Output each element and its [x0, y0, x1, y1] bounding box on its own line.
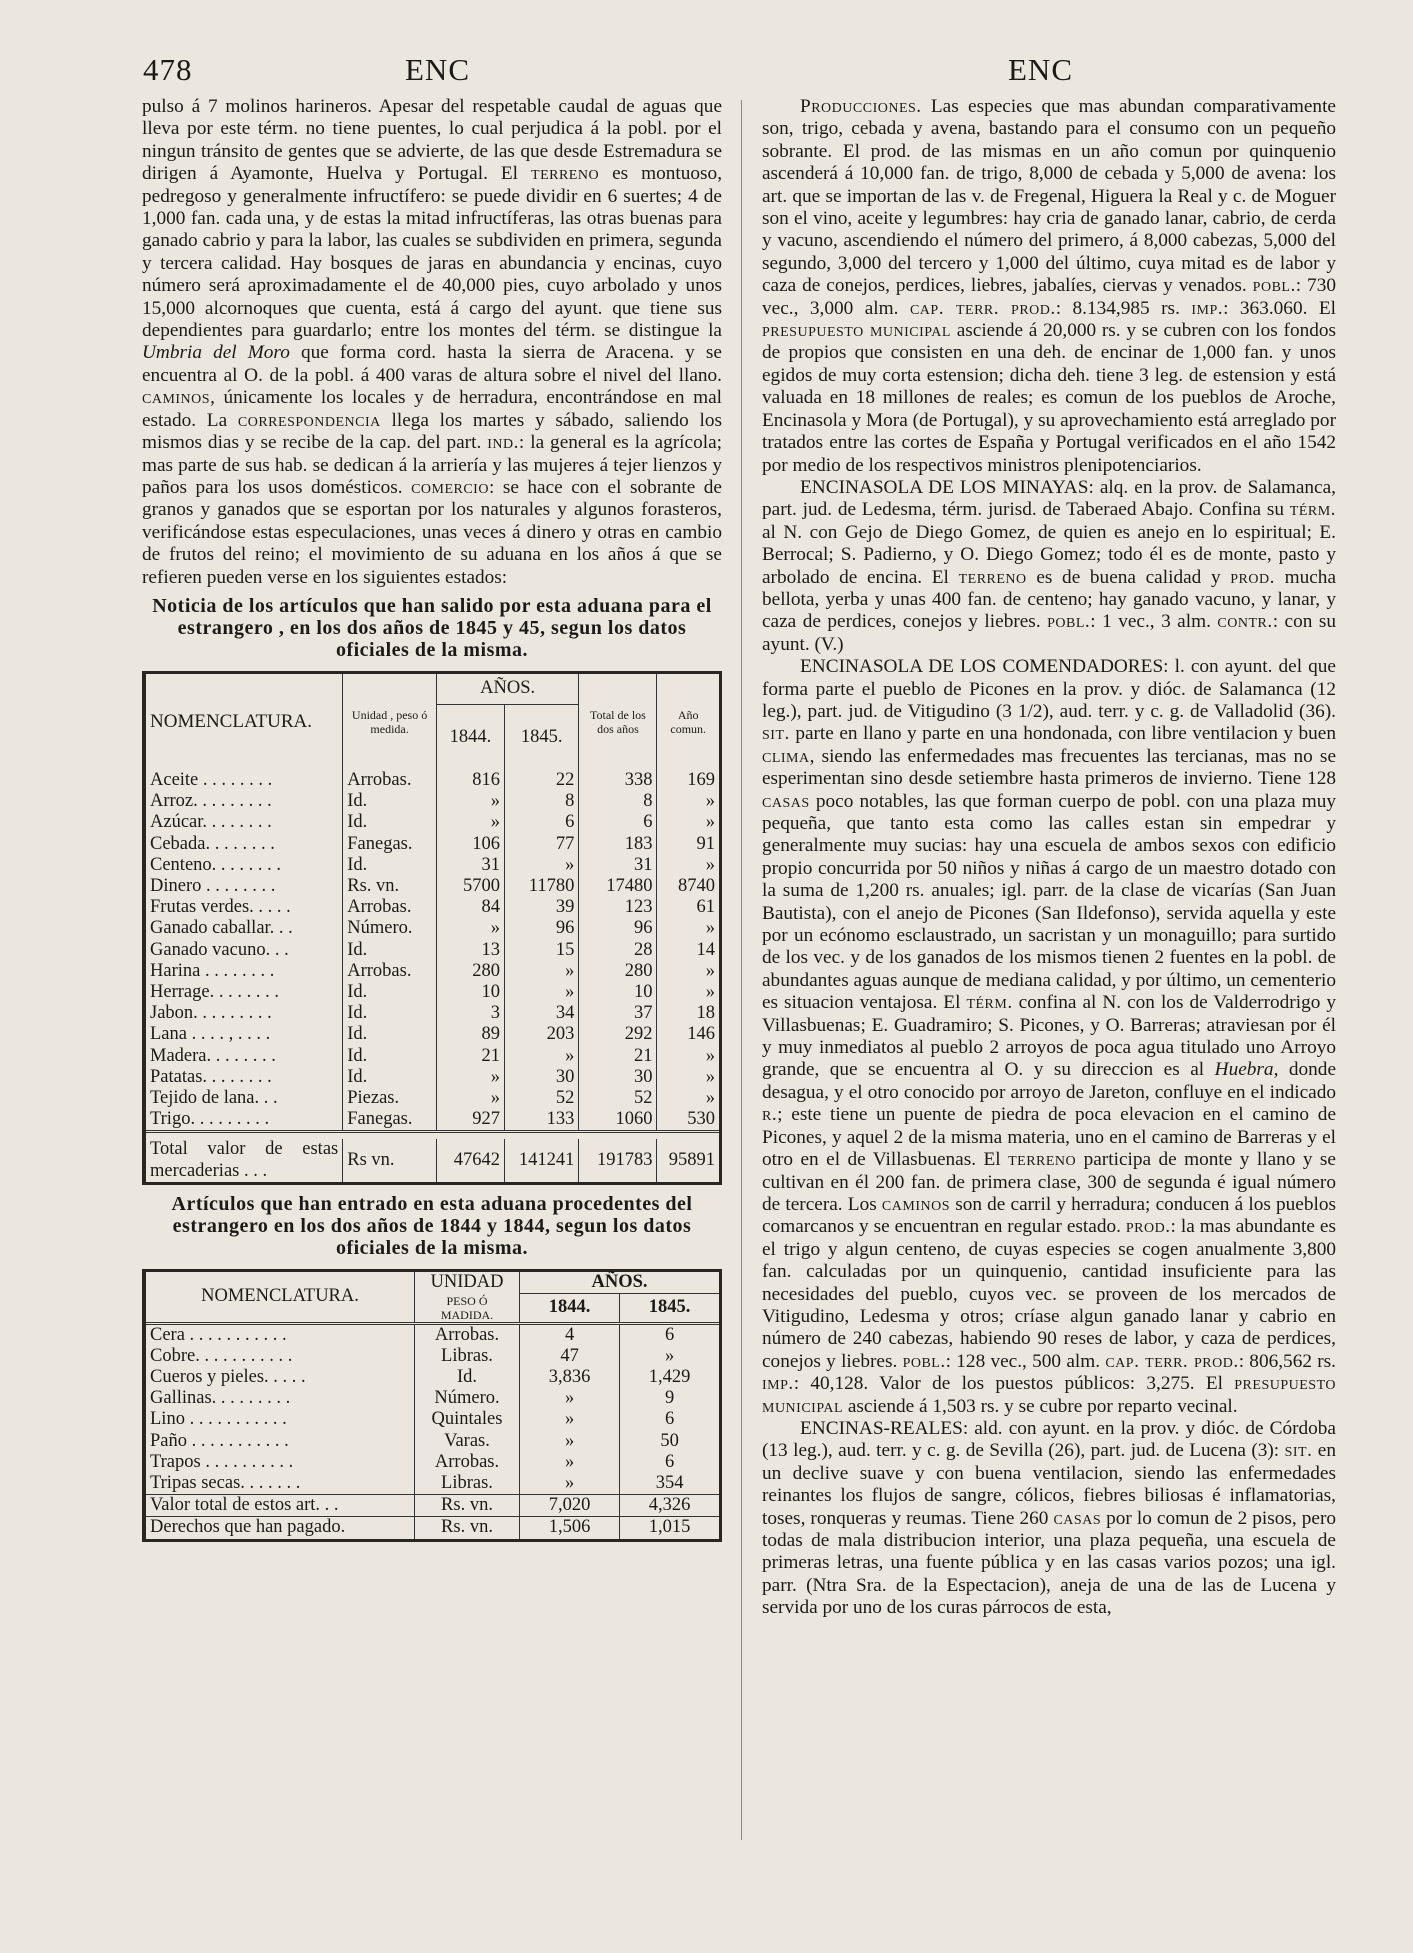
total-comun: 95891 [657, 1139, 719, 1181]
row-comun: » [657, 855, 719, 876]
total-1845: 4,326 [620, 1495, 719, 1517]
total-label: Valor total de estos art. . . [146, 1495, 415, 1517]
row-1844: » [436, 1067, 504, 1088]
left-header-title: ENC [405, 52, 470, 87]
total-total: 191783 [579, 1139, 657, 1181]
place-huebra: Huebra [1214, 1059, 1274, 1081]
row-name: Harina . . . . . . . . [150, 960, 275, 981]
col-nomenclatura: NOMENCLATURA. [201, 1286, 359, 1307]
text-run: : 730 vec., 3,000 alm. [762, 275, 1336, 319]
row-name: Centeno. . . . . . . . [150, 854, 282, 875]
text-run: son de carril y herradura; conducen á los pueblos comarcanos y se encuentran en regular estado. [762, 1193, 1337, 1238]
term-presupuesto: presupuesto municipal [762, 1373, 1336, 1417]
term-prod: prod. [1230, 566, 1275, 588]
row-1844: 13 [436, 940, 504, 961]
col-anos: AÑOS. [520, 1272, 720, 1294]
row-unit: Id. [343, 1024, 437, 1045]
table-row [146, 1388, 719, 1409]
text-run: : la general es la agrícola; mas parte de sus hab. se dedican á la arriería y las mujeres á tejer lienzos y paños para los usos domésticos. [142, 432, 723, 498]
table2-title: Artículos que han entrado en esta aduana procedentes del estrangero en los dos años de 1844 y 1844, segun los datos oficiales de la misma. [171, 1192, 693, 1259]
total-unit: Rs. vn. [415, 1495, 520, 1517]
row-name: Lana . . . . , . . . . [150, 1024, 271, 1045]
row-1845: 354 [620, 1473, 719, 1495]
producciones-paragraph [762, 96, 1336, 477]
table-row [146, 855, 719, 876]
table-row [146, 812, 719, 833]
entry-encinas-reales [762, 1418, 1336, 1620]
term-imp: imp. [1191, 297, 1224, 319]
row-name: Tejido de lana. . . [150, 1087, 278, 1108]
row-comun: » [657, 1046, 719, 1067]
table-row [146, 1024, 719, 1045]
text-run: : 128 vec., 500 alm. [945, 1350, 1101, 1372]
table-row [146, 1346, 719, 1367]
term-presupuesto: presupuesto municipal [762, 320, 951, 342]
text-run: que forma cord. hasta la sierra de Aracena. y se encuentra al O. de la pobl. á 400 varas de altura sobre el nivel del llano. [142, 342, 722, 386]
row-unit: Arrobas. [415, 1452, 520, 1473]
row-name: Ganado caballar. . . [150, 918, 293, 939]
row-1844: 106 [436, 834, 504, 855]
row-comun: 8740 [657, 876, 719, 897]
term-pobl: pobl. [1252, 275, 1296, 297]
row-name: Gallinas. . . . . . . . . [150, 1388, 291, 1409]
row-1845: 77 [505, 834, 579, 855]
right-column [762, 96, 1336, 1620]
exports-total [146, 1132, 719, 1182]
text-run: : se hace con el sobrante de granos y ganados que se esportan por los naturales y algunos forasteros, verificándose estas especulaciones, unas veces á dinero y otras en cambio de frutos del reino; el movimiento de su aduana en los años á que se refieren pueden verse en los siguientes estados: [142, 476, 722, 588]
row-1845: » [505, 855, 579, 876]
row-unit: Fanegas. [343, 1109, 437, 1132]
term-comercio: comercio [411, 476, 489, 498]
row-unit: Número. [415, 1388, 520, 1409]
row-1845: 1,429 [620, 1367, 719, 1388]
row-1845: 39 [505, 897, 579, 918]
row-total: 17480 [579, 876, 657, 897]
row-unit: Arrobas. [343, 961, 437, 982]
text-run: asciende á 20,000 rs. y se cubren con los fondos de propios que consisten en una deh. de encinar de 1,000 fan. y unos egidos de muy corta estension; dicha deh. tiene 3 leg. de estension y está valuada en 18 millones de reales; es comun de los pueblos de Aroche, Encinasola y Mora (de Portugal), y su aprovechamiento está arreglado por tratados entre las cortes de España y Portugal verificados en el año 1542 por medio de los respectivos ministros plenipotenciarios. [762, 320, 1337, 476]
row-comun: » [657, 1088, 719, 1109]
row-name: Dinero . . . . . . . . [150, 875, 276, 896]
term-cap-terr-prod: cap. terr. prod. [1105, 1350, 1239, 1372]
term-terreno: terreno [958, 566, 1027, 588]
table-row [146, 791, 719, 812]
text-run: parte en llano y parte en una hondonada, con libre ventilacion y buen [795, 723, 1336, 745]
row-1844: 4 [520, 1323, 620, 1346]
term-term: térm. [966, 992, 1013, 1014]
table-row [146, 1431, 719, 1452]
text-run: : ald. con ayunt. en la prov. y dióc. de Córdoba (13 leg.), aud. terr. y c. g. de Sevilla (26), part. jud. de Lucena (3): [762, 1417, 1336, 1462]
entry-heading: ENCINAS-REALES [800, 1417, 963, 1439]
row-1844: 280 [436, 961, 504, 982]
term-caminos: caminos [881, 1193, 950, 1215]
row-total: 28 [579, 940, 657, 961]
row-total: 183 [579, 834, 657, 855]
table-row [146, 1046, 719, 1067]
total-unit: Rs vn. [343, 1139, 437, 1181]
right-header-title: ENC [1008, 52, 1073, 87]
text-run: : la mas abundante es el trigo y algun centeno, de cuyas especies se cogen anualmente 3,800 fan. calculadas por un quinquenio, cantidad insuficiente para las necesidades del pueblo, cuyos vec. se proveen de los mercados de Vitigudino, Ledesma y otros; críase algun ganado lanar y cabrio en número de 240 cabezas, habiendo 90 reses de labor, y caza de perdices, conejos y liebres. [762, 1216, 1336, 1372]
row-1844: » [436, 1088, 504, 1109]
row-comun: 14 [657, 940, 719, 961]
row-comun: » [657, 812, 719, 833]
row-total: 280 [579, 961, 657, 982]
imports-table [146, 1272, 719, 1539]
row-1845: » [505, 961, 579, 982]
entry-heading: ENCINASOLA DE LOS MINAYAS [800, 476, 1089, 498]
row-unit: Piezas. [343, 1088, 437, 1109]
left-column [142, 96, 722, 1542]
row-unit: Arrobas. [343, 770, 437, 791]
derechos-label: Derechos que han pagado. [146, 1517, 415, 1539]
row-1845: 11780 [505, 876, 579, 897]
row-1844: » [520, 1452, 620, 1473]
row-name: Arroz. . . . . . . . . [150, 791, 272, 812]
row-unit: Arrobas. [343, 897, 437, 918]
table-row [146, 1367, 719, 1388]
term-terreno: terreno [1008, 1149, 1077, 1171]
row-comun: 146 [657, 1024, 719, 1045]
text-run: pulso á 7 molinos harineros. Apesar del respetable caudal de aguas que lleva por este térm. no tiene puentes, lo cual perjudica á la pobl. por el ningun tránsito de gentes que se advierte, de las que desde Estremadura se dirigen á Ayamonte, Huelva y Portugal. El [142, 96, 722, 185]
col-anos: AÑOS. [436, 674, 578, 705]
row-1844: 816 [436, 770, 504, 791]
text-run: : 40,128. Valor de los puestos públicos: 3,275. El [793, 1373, 1223, 1395]
row-1844: 21 [436, 1046, 504, 1067]
table-row [146, 1452, 719, 1473]
row-name: Madera. . . . . . . . [150, 1045, 276, 1066]
table-row [146, 1323, 719, 1346]
table-row [146, 770, 719, 791]
text-run: poco notables, las que forman cuerpo de pobl. con una plaza muy pequeña, que tanto esta como las calles estan sin empedrar y generalmente muy sucias: hay una escuela de ambos sexos con edificio propio concurrida por 50 niños y niñas á cargo de un maestro dotado con la suma de 1,200 rs. anuales; igl. parr. de la clase de vicarías (San Juan Bautista), con el anejo de Picones (San Ildefonso), servida aquella y este por un ecónomo esclaustrado, un sacristan y un monaguillo; para surtido de los vec. y de los ganados de los mismos tienen 2 fuentes en la pobl. de abundantes aguas aunque de mediana calidad, y por último, un cementerio es situacion ventajosa. El [762, 790, 1336, 1014]
row-comun: » [657, 791, 719, 812]
text-run: : l. con ayunt. del que forma parte el pueblo de Picones en la prov. y dióc. de Salamanca (12 leg.), part. jud. de Vitigudino (3 1/2), aud. terr. y c. g. de Valladolid (36). [762, 656, 1336, 722]
term-term: térm. [1289, 499, 1336, 521]
term-producciones: Producciones. [800, 96, 922, 117]
row-1845: 22 [505, 770, 579, 791]
row-1844: 3,836 [520, 1367, 620, 1388]
row-name: Ganado vacuno. . . [150, 939, 289, 960]
table-row [146, 961, 719, 982]
row-name: Aceite . . . . . . . . [150, 769, 273, 790]
row-1844: » [520, 1473, 620, 1495]
row-unit: Id. [415, 1367, 520, 1388]
row-1844: 927 [436, 1109, 504, 1132]
row-total: 1060 [579, 1109, 657, 1132]
row-unit: Fanegas. [343, 834, 437, 855]
derechos-unit: Rs. vn. [415, 1517, 520, 1539]
row-name: Jabon. . . . . . . . . [150, 1003, 272, 1024]
term-ind: ind. [487, 432, 519, 454]
text-run: : 363.060. El [1223, 297, 1337, 319]
table-row [146, 1409, 719, 1430]
imports-table-body [146, 1323, 719, 1495]
text-run: , únicamente los locales y de herradura, encontrándose en mal estado. La [142, 387, 722, 431]
row-total: 96 [579, 918, 657, 939]
row-comun: » [657, 1067, 719, 1088]
row-unit: Libras. [415, 1346, 520, 1367]
row-name: Trigo. . . . . . . . . [150, 1109, 270, 1130]
row-unit: Id. [343, 1046, 437, 1067]
row-unit: Quintales [415, 1409, 520, 1430]
row-comun: » [657, 982, 719, 1003]
row-1845: 133 [505, 1109, 579, 1132]
row-name: Trapos . . . . . . . . . . [150, 1451, 294, 1472]
row-unit: Id. [343, 855, 437, 876]
row-total: 31 [579, 855, 657, 876]
text-run: : 8.134,985 rs. [1055, 297, 1180, 319]
col-1845: 1845. [505, 704, 579, 770]
row-unit: Id. [343, 1003, 437, 1024]
row-1845: 52 [505, 1088, 579, 1109]
row-1844: 47 [520, 1346, 620, 1367]
row-comun: 18 [657, 1003, 719, 1024]
text-run: : 806,562 rs. [1238, 1350, 1336, 1372]
term-prod: prod. [1125, 1216, 1171, 1238]
row-name: Paño . . . . . . . . . . . [150, 1430, 289, 1451]
term-cap-terr-prod: cap. terr. prod. [909, 297, 1056, 319]
row-comun: » [657, 918, 719, 939]
row-comun: 530 [657, 1109, 719, 1132]
row-comun: 169 [657, 770, 719, 791]
imports-totals [146, 1495, 719, 1539]
term-contr: contr. [1217, 611, 1273, 633]
text-run: confina al N. con los de Valderrodrigo y Villasbuenas; E. Guadramiro; S. Picones, y O. Barreras; atraviesan por él y muy inmediatos al pueblo 2 arroyos de poca agua titulado uno Arroyo grande, que se encuentra al O. y su direccion es al [762, 992, 1336, 1081]
row-name: Frutas verdes. . . . . [150, 897, 291, 918]
row-1845: 6 [620, 1452, 719, 1473]
text-run: al N. con Gejo de Diego Gomez, de quien es anejo en lo espiritual; E. Berrocal; S. Padierno, y O. Diego Gomez; todo él es de monte, pasto y arbolado de encina. El [762, 521, 1336, 588]
total-1844: 47642 [436, 1139, 504, 1181]
term-pobl: pobl. [1047, 611, 1091, 633]
text-run: es montuoso, pedregoso y generalmente infructífero: se puede dividir en 6 suertes; 4 de 1,000 fan. cada una, y de estas la mitad infructíferas, las otras buenas para ganado cabrio y para la labor, las cuales se subdividen en primera, segunda y tercera calidad. Hay bosques de jaras en abundancia y encinas, cuyo número será aproximadamente el de 40,000 pies, cuyo arbolado y unos 15,000 alcornoques que cuenta, está á cargo del ayunt. que tiene sus dependientes para guardarlo; entre los montes del térm. se distingue la [142, 163, 723, 342]
imports-table-frame [142, 1269, 722, 1542]
row-total: 6 [579, 812, 657, 833]
text-run: : 1 vec., 3 alm. [1090, 611, 1211, 633]
row-unit: Varas. [415, 1431, 520, 1452]
row-total: 30 [579, 1067, 657, 1088]
row-1844: » [436, 812, 504, 833]
row-unit: Libras. [415, 1473, 520, 1495]
total-1844: 7,020 [520, 1495, 620, 1517]
row-name: Tripas secas. . . . . . . [150, 1472, 301, 1493]
term-r: r. [762, 1104, 778, 1126]
col-comun: Año comun. [657, 674, 719, 770]
row-comun: » [657, 961, 719, 982]
text-run: Las especies que mas abundan comparativamente son, trigo, cebada y avena, bastando para el consumo con un pequeño sobrante. El prod. de las mismas en un año comun por quinquenio ascenderá á 10,000 fan. de trigo, 8,000 de cebada y 5,000 de avena: los art. que se importan de las v. de Fregenal, Higuera la Real y c. de Moguer son el vino, aceite y legumbres: hay cria de ganado lanar, cabrio, de cerda y vacuno, ascendiendo el número del primero, á 8,000 cabezas, 5,000 del segundo, 3,000 del tercero y 1,000 del último, cuya mitad es de labor y caza de conejos, perdices, liebres, jabalíes, ciervas y venados. [762, 96, 1336, 297]
term-sit: sit. [762, 723, 790, 745]
row-1844: » [520, 1431, 620, 1452]
term-correspondencia: correspondencia [237, 409, 381, 431]
text-run: : alq. en la prov. de Salamanca, part. jud. de Ledesma, térm. jurisd. de Taberaed Abajo. Confina su [762, 476, 1336, 521]
exports-table [146, 674, 719, 1182]
term-casas: casas [762, 790, 810, 812]
row-total: 21 [579, 1046, 657, 1067]
term-imp: imp. [762, 1373, 794, 1395]
entry-encinasola-minayas [762, 477, 1336, 656]
row-1844: » [520, 1388, 620, 1409]
col-1844: 1844. [520, 1294, 620, 1324]
place-umbria: Umbria del Moro [142, 342, 290, 364]
term-clima: clima [762, 745, 810, 767]
row-1845: 203 [505, 1024, 579, 1045]
derechos-1844: 1,506 [520, 1517, 620, 1539]
col-total: Total de los dos años [579, 674, 657, 770]
row-1844: » [436, 791, 504, 812]
text-run: en un declive suave y con buena ventilacion, siendo las enfermedades reinantes los flujos de sangre, cólicos, fiebres biliosas é inflamatorias, toses, ronqueras y reumas. Tiene 260 [762, 1440, 1336, 1529]
spacer [146, 1132, 719, 1140]
row-unit: Arrobas. [415, 1323, 520, 1346]
row-unit: Id. [343, 982, 437, 1003]
term-casas: casas [1053, 1507, 1102, 1529]
row-name: Cobre. . . . . . . . . . . [150, 1345, 293, 1366]
table-row [146, 834, 719, 855]
term-sit: sit. [1284, 1440, 1313, 1462]
table-row [146, 1067, 719, 1088]
row-1844: 84 [436, 897, 504, 918]
term-pobl: pobl. [902, 1350, 946, 1372]
row-1845: » [505, 1046, 579, 1067]
table-row [146, 897, 719, 918]
table-row [146, 1088, 719, 1109]
row-unit: Número. [343, 918, 437, 939]
total-1845: 141241 [505, 1139, 579, 1181]
exports-table-frame [142, 671, 722, 1185]
row-total: 52 [579, 1088, 657, 1109]
term-caminos: caminos [142, 387, 211, 409]
row-1845: 34 [505, 1003, 579, 1024]
table-row [146, 876, 719, 897]
row-total: 338 [579, 770, 657, 791]
text-run: , donde desagua, y el otro conocido por arroyo de Jareton, confluye en el indicado [762, 1059, 1337, 1103]
row-name: Azúcar. . . . . . . . [150, 812, 272, 833]
row-1844: 3 [436, 1003, 504, 1024]
column-divider [741, 100, 742, 1840]
col-peso: PESO Ó [415, 1294, 520, 1308]
row-total: 292 [579, 1024, 657, 1045]
table-row [146, 918, 719, 939]
row-unit: Id. [343, 940, 437, 961]
row-1845: 96 [505, 918, 579, 939]
row-1845: 30 [505, 1067, 579, 1088]
row-1844: 5700 [436, 876, 504, 897]
row-1844: 10 [436, 982, 504, 1003]
total-label: Total valor de estas mercaderias . . . [150, 1139, 339, 1181]
row-name: Patatas. . . . . . . . [150, 1066, 272, 1087]
text-run: participa de monte y llano y se cultivan en él 200 fan. de primera clase, 300 de segunda é igual número de tercera. Los [762, 1149, 1336, 1215]
row-1844: 31 [436, 855, 504, 876]
exports-table-body [146, 770, 719, 1132]
text-run: es de buena calidad y [1036, 566, 1221, 588]
entry-encinasola-comendadores [762, 656, 1336, 1418]
row-unit: Id. [343, 812, 437, 833]
term-terreno: terreno [531, 163, 600, 185]
entry-heading: ENCINASOLA DE LOS COMENDADORES [800, 656, 1164, 678]
row-1845: 9 [620, 1388, 719, 1409]
text-run: , siendo las enfermedades mas frecuentes las tercianas, mas no se esperimentan sino desde setiembre hasta primeros de invierno. Tiene 128 [762, 745, 1336, 790]
table-row [146, 1109, 719, 1132]
row-comun: 91 [657, 834, 719, 855]
col-1845: 1845. [620, 1294, 719, 1324]
text-run: ; este tiene un puente de piedra de poca elevacion en el camino de Picones, y aquel 2 de la misma materia, uno en el camino de Barreras y el otro en el de Villasbuenas. El [762, 1104, 1336, 1171]
table-row [146, 982, 719, 1003]
row-name: Lino . . . . . . . . . . . [150, 1409, 287, 1430]
text-run: llega los martes y sábado, saliendo los mismos dias y se recibe de la cap. del part. [142, 409, 722, 454]
row-1844: » [520, 1409, 620, 1430]
col-nomenclatura: NOMENCLATURA. [150, 711, 313, 733]
row-name: Cera . . . . . . . . . . . [150, 1324, 287, 1345]
row-unit: Id. [343, 1067, 437, 1088]
row-name: Cebada. . . . . . . . [150, 833, 275, 854]
table-row [146, 1473, 719, 1495]
row-1845: 6 [505, 812, 579, 833]
text-run: : con su ayunt. (V.) [762, 611, 1336, 655]
row-1845: 6 [620, 1409, 719, 1430]
row-1845: 50 [620, 1431, 719, 1452]
row-1845: 8 [505, 791, 579, 812]
row-1845: » [620, 1346, 719, 1367]
row-name: Herrage. . . . . . . . [150, 981, 279, 1002]
table-row [146, 940, 719, 961]
col-medida: MADIDA. [415, 1308, 520, 1324]
left-paragraph [142, 96, 722, 589]
text-run: asciende á 1,503 rs. y se cubre por reparto vecinal. [847, 1395, 1238, 1417]
row-total: 123 [579, 897, 657, 918]
row-name: Cueros y pieles. . . . . [150, 1366, 306, 1387]
row-1845: » [505, 982, 579, 1003]
col-unidad: Unidad , peso ó medida. [343, 674, 437, 770]
text-run: mucha bellota, yerba y unas 400 fan. de centeno; hay ganado vacuno, y lanar, y caza de perdices, conejos y liebres. [762, 566, 1337, 633]
row-1845: 6 [620, 1323, 719, 1346]
row-unit: Id. [343, 791, 437, 812]
row-total: 8 [579, 791, 657, 812]
row-unit: Rs. vn. [343, 876, 437, 897]
table-row [146, 1003, 719, 1024]
row-1844: » [436, 918, 504, 939]
col-1844: 1844. [436, 704, 504, 770]
row-total: 37 [579, 1003, 657, 1024]
table1-title: Noticia de los artículos que han salido por esta aduana para el estrangero , en los dos años de 1845 y 45, segun los datos oficiales de la misma. [152, 594, 712, 661]
page-number: 478 [143, 52, 193, 87]
row-1844: 89 [436, 1024, 504, 1045]
col-unidad: UNIDAD [415, 1272, 520, 1294]
text-run: por lo comun de 2 pisos, pero todas de mala distribucion interior, una plaza pequeña, una escuela de primeras letras, una fuente pública y en las casas varios pozos; una igl. parr. (Ntra Sra. de la Espectacion), aneja de una de las de Lucena y servida por uno de los curas párrocos de esta, [762, 1507, 1337, 1619]
row-1845: 15 [505, 940, 579, 961]
row-total: 10 [579, 982, 657, 1003]
row-comun: 61 [657, 897, 719, 918]
derechos-1845: 1,015 [620, 1517, 719, 1539]
